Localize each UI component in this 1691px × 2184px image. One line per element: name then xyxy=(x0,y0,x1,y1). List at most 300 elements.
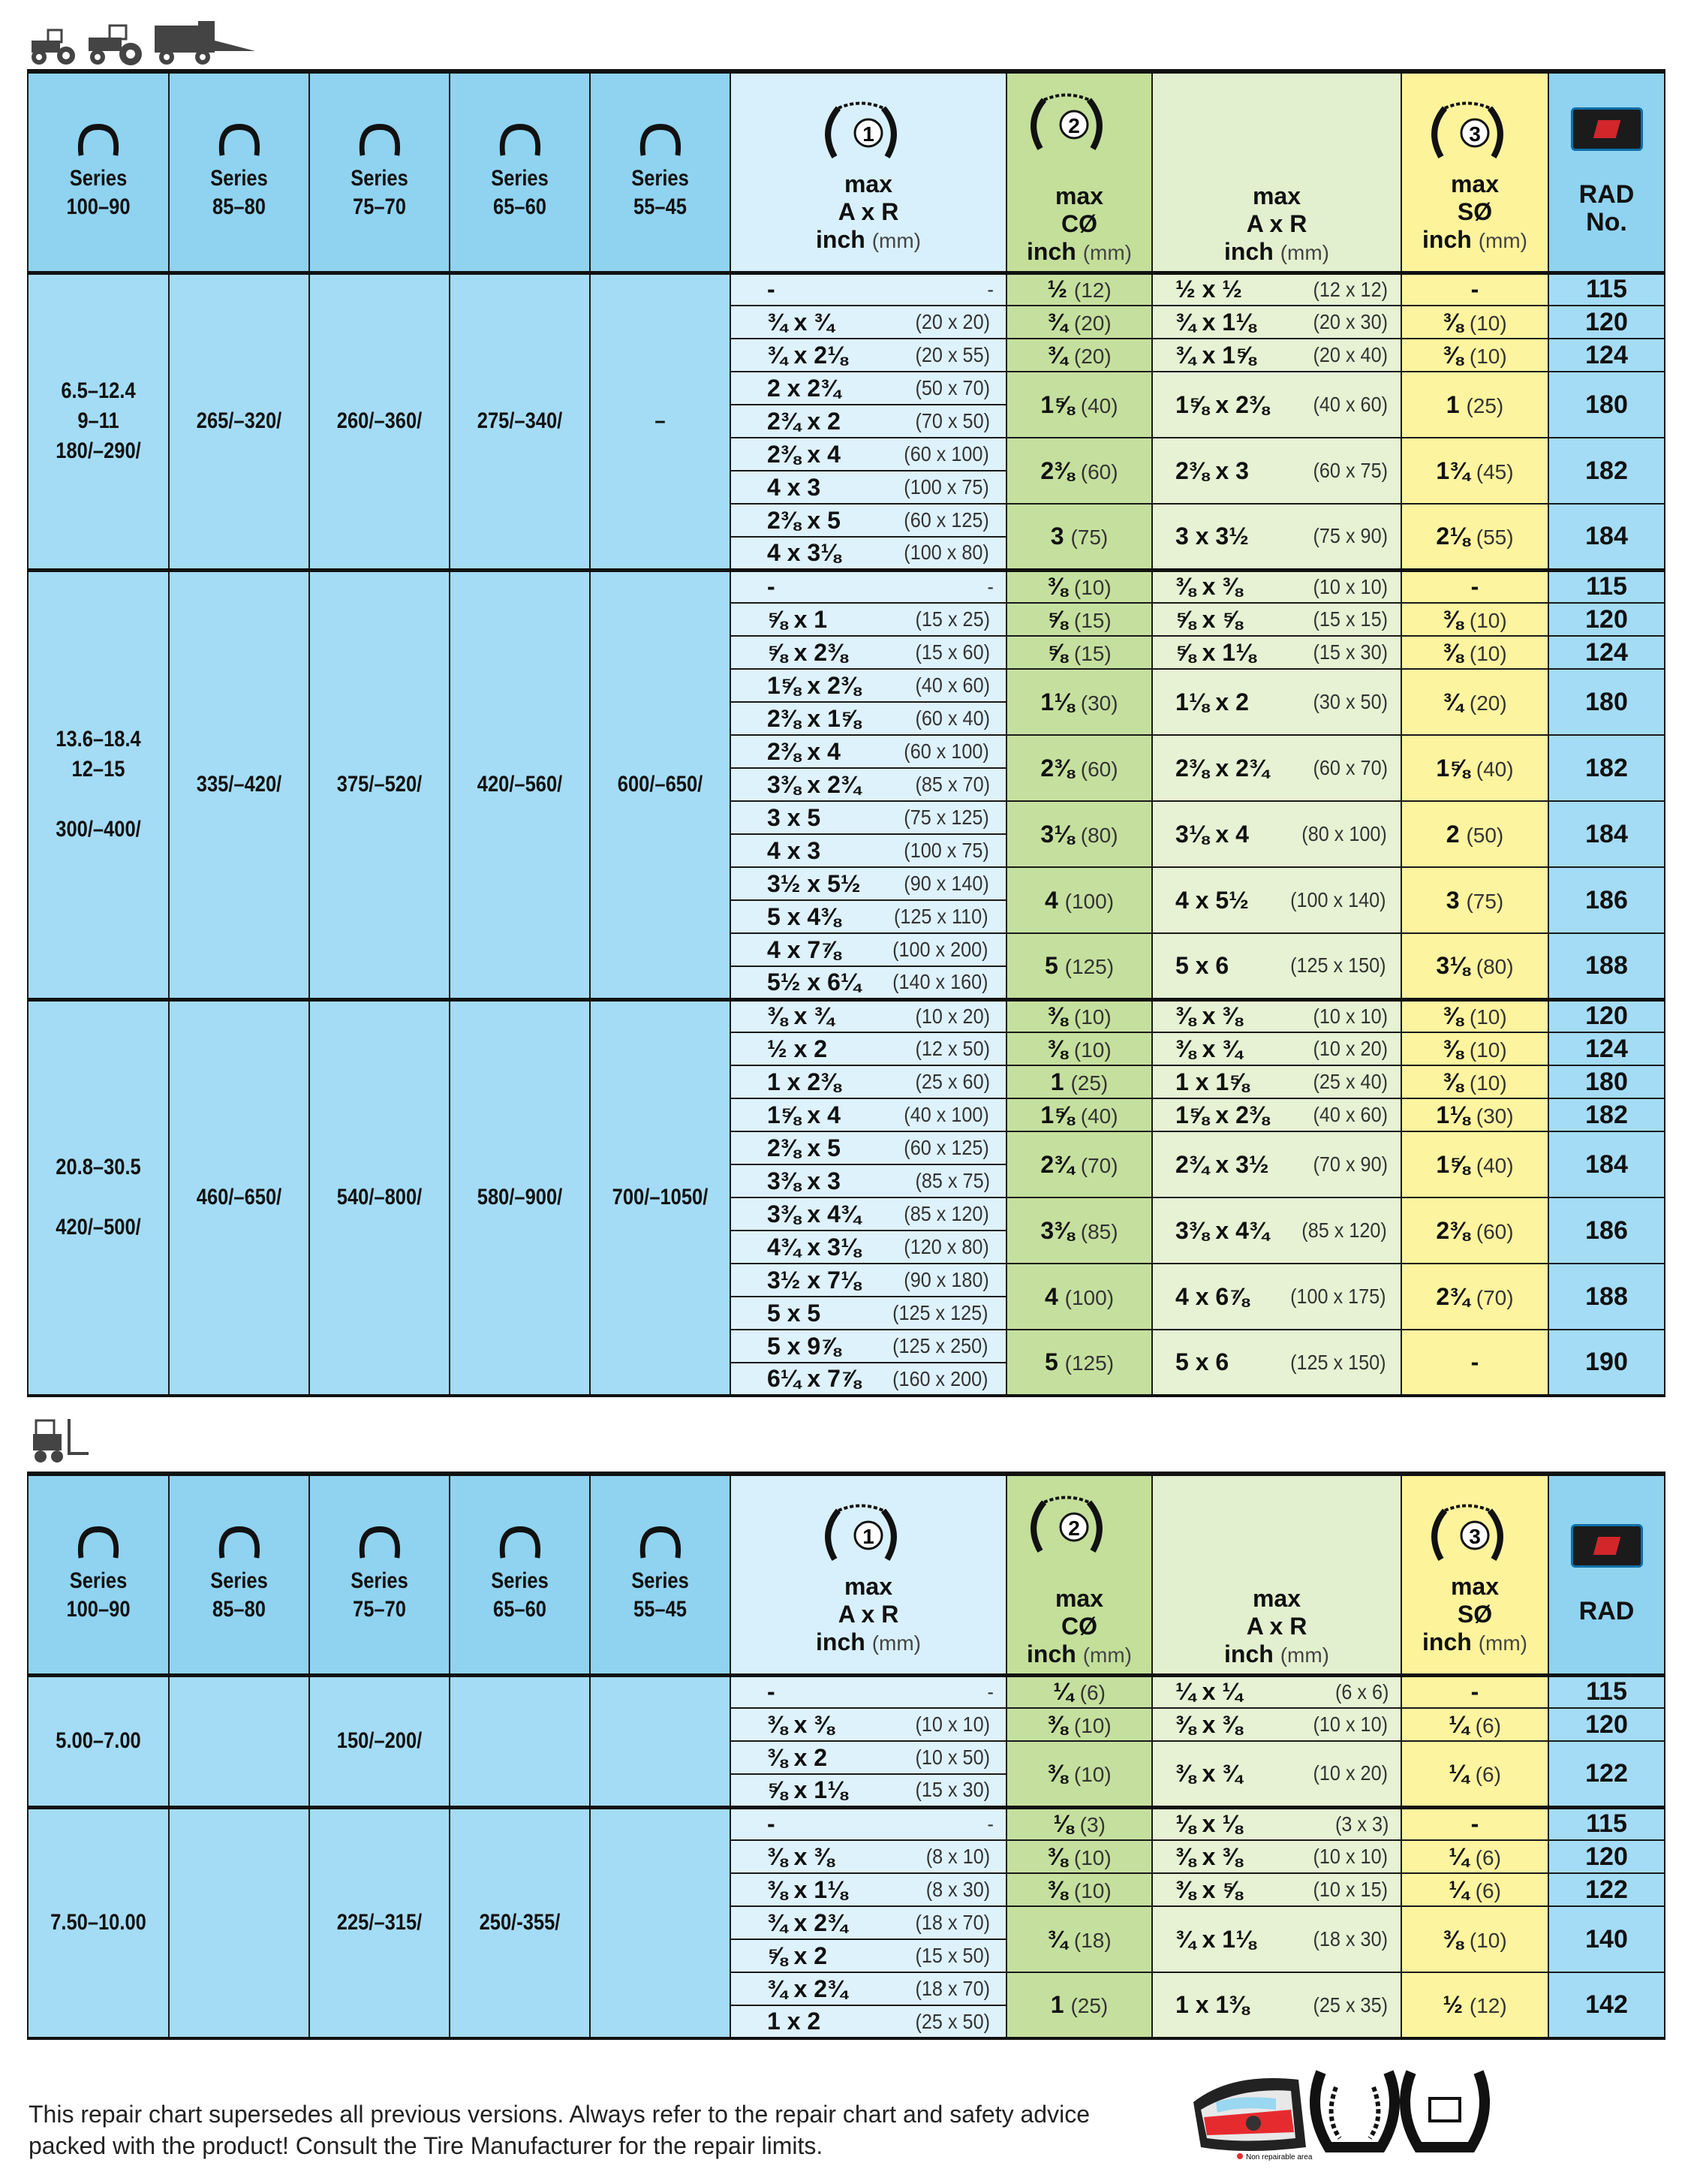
series-value: 460/–650/ xyxy=(196,1185,282,1210)
max-axr-value xyxy=(731,1843,1006,1871)
axr-mm: (10 x 20) xyxy=(915,1004,990,1028)
max-so-cell xyxy=(1401,570,1548,603)
max-axr-cell xyxy=(730,603,1006,636)
max-axr-cell xyxy=(730,1708,1006,1741)
max-co-value: 2¾ (70) xyxy=(1040,1150,1118,1178)
max-so-value: ¼ (6) xyxy=(1449,1759,1501,1787)
max-co-cell xyxy=(1006,339,1152,372)
rad-number-cell: 115 xyxy=(1548,570,1665,603)
max-axr-2-cell xyxy=(1152,306,1401,339)
axr-inch: 3½ x 5½ xyxy=(767,869,861,897)
max-axr-2-value: ⅜ x ¾ (10 x 20) xyxy=(1175,1035,1388,1062)
max-co-value: 1⅛ (30) xyxy=(1040,688,1118,715)
max-so-cell xyxy=(1401,669,1548,735)
max-co-value: 4 (100) xyxy=(1044,1282,1115,1310)
series-value: 700/–1050/ xyxy=(612,1185,709,1210)
max-axr-2-label: max A x R inch (mm) xyxy=(1224,182,1329,265)
max-axr-2-value: ⅛ x ⅛ (3 x 3) xyxy=(1175,1810,1389,1838)
max-axr-2-cell xyxy=(1152,1708,1401,1741)
series-header-label: Series 85–80 xyxy=(180,122,298,221)
axr-inch: 1 x 2 xyxy=(767,2008,821,2035)
series-cell xyxy=(590,1675,730,1807)
max-axr-value xyxy=(731,1134,1006,1162)
max-co-cell xyxy=(1006,273,1152,306)
max-so-value: - xyxy=(1470,276,1479,303)
series-header-label: Series 65–60 xyxy=(461,1525,579,1624)
svg-text:3: 3 xyxy=(1469,122,1481,146)
series-cell xyxy=(28,273,169,570)
axr-inch: ½ x 2 xyxy=(767,1035,828,1062)
max-co-value: ⅛ (3) xyxy=(1053,1810,1106,1838)
rad-number-cell: 188 xyxy=(1548,1264,1665,1330)
max-so-value: ¼ (6) xyxy=(1449,1875,1501,1903)
max-axr-2-cell xyxy=(1152,339,1401,372)
repair-chart-table-agriculture xyxy=(27,69,1665,1397)
axr-mm: (120 x 80) xyxy=(904,1235,989,1258)
max-axr-cell xyxy=(730,834,1006,867)
series-value: 375/–520/ xyxy=(336,772,423,797)
max-co-cell xyxy=(1006,1807,1152,1840)
axr-mm: (90 x 180) xyxy=(904,1268,989,1291)
svg-text:2: 2 xyxy=(1068,114,1080,137)
max-axr-2-cell xyxy=(1152,1131,1401,1197)
series-header-label: Series 55–45 xyxy=(601,122,719,221)
max-axr-cell xyxy=(730,471,1006,504)
max-axr-label: 1 max A x R inch (mm) xyxy=(731,89,1006,255)
axr-mm: (25 x 50) xyxy=(915,2009,990,2033)
series-header-label: Series 55–45 xyxy=(601,1525,719,1624)
max-axr-value xyxy=(731,1744,1006,1772)
max-axr-header xyxy=(730,1474,1006,1675)
max-axr-2-cell xyxy=(1152,372,1401,438)
table-header xyxy=(28,71,1665,273)
max-co-value: 4 (100) xyxy=(1044,886,1115,914)
max-co-cell xyxy=(1006,801,1152,867)
max-axr-value xyxy=(731,771,1006,799)
axr-mm: (60 x 125) xyxy=(904,508,989,532)
max-so-cell xyxy=(1401,1098,1548,1131)
series-cell xyxy=(309,1675,450,1807)
axr-inch: 5½ x 6¼ xyxy=(767,968,861,996)
axr-mm: (18 x 70) xyxy=(915,1977,990,2000)
axr-inch: 2⅜ x 5 xyxy=(767,1134,841,1161)
max-co-value: ⅜ (10) xyxy=(1047,1759,1112,1787)
max-axr-2-value: ¾ x 1⅛ (18 x 30) xyxy=(1175,1925,1388,1953)
series-cell xyxy=(169,570,309,999)
max-axr-cell xyxy=(730,2005,1006,2038)
max-so-value: 1⅛ (30) xyxy=(1436,1101,1514,1128)
max-axr-cell xyxy=(730,1065,1006,1098)
max-axr-cell xyxy=(730,801,1006,834)
rad-number-cell: 184 xyxy=(1548,504,1665,570)
max-so-cell xyxy=(1401,273,1548,306)
max-co-cell xyxy=(1006,735,1152,801)
max-axr-value xyxy=(731,738,1006,766)
max-co-value: 3⅜ (85) xyxy=(1040,1216,1118,1244)
max-axr-cell xyxy=(730,1032,1006,1065)
max-axr-cell xyxy=(730,570,1006,603)
series-header-1 xyxy=(169,1474,309,1675)
max-co-cell xyxy=(1006,1708,1152,1741)
axr-inch: ¾ x ¾ xyxy=(767,308,834,336)
tire-profile-icon xyxy=(638,1525,683,1562)
axr-mm: - xyxy=(987,277,994,301)
max-so-cell xyxy=(1401,603,1548,636)
max-co-label: max CØ inch (mm) xyxy=(1027,1584,1132,1667)
max-axr-value xyxy=(731,1234,1006,1261)
max-co-cell xyxy=(1006,1741,1152,1807)
max-axr-cell xyxy=(730,405,1006,438)
max-so-value: ½ (12) xyxy=(1443,1991,1507,2018)
axr-inch: ⅜ x 1⅛ xyxy=(767,1875,847,1903)
series-header-label: Series 100–90 xyxy=(39,1525,158,1624)
rad-number-cell: 180 xyxy=(1548,372,1665,438)
max-axr-2-value: 4 x 5½ (100 x 140) xyxy=(1175,886,1386,914)
axr-mm: (125 x 125) xyxy=(892,1301,988,1324)
max-so-value: ¼ (6) xyxy=(1449,1842,1501,1870)
max-axr-2-value: ¼ x ¼ (6 x 6) xyxy=(1175,1678,1389,1706)
max-axr-2-value: 3⅜ x 4¾ (85 x 120) xyxy=(1175,1216,1387,1244)
max-axr-value xyxy=(731,408,1006,435)
header-row xyxy=(28,71,1665,273)
series-header-4 xyxy=(590,71,730,273)
max-so-cell xyxy=(1401,1131,1548,1197)
axr-inch: 4 x 7⅞ xyxy=(767,935,841,963)
header-row xyxy=(28,1474,1665,1675)
series-value: 13.6–18.4 12–15 300/–400/ xyxy=(56,727,141,842)
max-axr-value xyxy=(731,837,1006,865)
max-so-value: - xyxy=(1470,1810,1479,1838)
max-co-value: 2⅜ (60) xyxy=(1040,754,1118,782)
max-axr-2-cell xyxy=(1152,438,1401,504)
max-co-cell xyxy=(1006,603,1152,636)
vehicle-icons-top xyxy=(29,21,258,66)
series-header-3 xyxy=(450,1474,590,1675)
axr-mm: (8 x 30) xyxy=(925,1878,991,1901)
axr-inch: 5 x 4⅜ xyxy=(767,902,841,930)
axr-mm: (15 x 60) xyxy=(915,640,990,664)
axr-inch: 2¾ x 2 xyxy=(767,407,841,435)
series-cell xyxy=(590,1807,730,2038)
max-axr-value xyxy=(731,1711,1006,1739)
axr-mm: (10 x 50) xyxy=(915,1746,990,1769)
max-axr-2-value: 3 x 3½ (75 x 90) xyxy=(1175,522,1388,550)
tire-profile-icon xyxy=(217,1525,262,1562)
series-value: 275/–340/ xyxy=(477,408,563,433)
series-cell xyxy=(309,273,450,570)
series-header-4 xyxy=(590,1474,730,1675)
max-co-value: ⅜ (10) xyxy=(1047,1842,1112,1870)
max-so-value: ¼ (6) xyxy=(1449,1710,1501,1738)
max-axr-2-cell xyxy=(1152,1065,1401,1098)
rad-number-cell: 184 xyxy=(1548,1131,1665,1197)
max-co-cell xyxy=(1006,1264,1152,1330)
max-axr-2-cell xyxy=(1152,1906,1401,1972)
axr-inch: ¾ x 2⅛ xyxy=(767,341,847,369)
series-cell xyxy=(169,1675,309,1807)
max-so-cell xyxy=(1401,801,1548,867)
series-value: 5.00–7.00 xyxy=(56,1728,141,1753)
axr-inch: 3⅜ x 4¾ xyxy=(767,1200,861,1228)
rad-number-cell: 115 xyxy=(1548,1807,1665,1840)
series-cell xyxy=(450,999,590,1396)
max-axr-2-label: max A x R inch (mm) xyxy=(1224,1584,1329,1667)
max-co-value: ⅜ (10) xyxy=(1047,1035,1112,1062)
series-cell xyxy=(450,570,590,999)
max-so-cell xyxy=(1401,339,1548,372)
axr-mm: (20 x 20) xyxy=(915,310,990,333)
forklift-icon xyxy=(29,1417,92,1464)
axr-inch: 4 x 3 xyxy=(767,473,821,501)
series-cell xyxy=(450,1807,590,2038)
max-so-header xyxy=(1401,71,1548,273)
axr-mm: (85 x 120) xyxy=(904,1202,989,1225)
max-axr-cell xyxy=(730,1197,1006,1231)
series-value: 335/–420/ xyxy=(196,772,282,797)
table-body xyxy=(28,273,1665,1396)
axr-inch: ⅝ x 2 xyxy=(767,1942,828,1969)
axr-mm: (50 x 70) xyxy=(915,376,990,399)
max-so-label: 3 max SØ inch (mm) xyxy=(1402,89,1548,255)
max-axr-2-value: ⅜ x ⅜ (10 x 10) xyxy=(1175,1842,1388,1870)
series-value: 260/–360/ xyxy=(336,408,423,433)
max-axr-cell xyxy=(730,372,1006,405)
axr-mm: (60 x 125) xyxy=(904,1136,989,1159)
max-co-value: ¼ (6) xyxy=(1053,1678,1106,1706)
tire-damage-diagram-icon xyxy=(812,97,925,164)
max-so-value: ⅜ (10) xyxy=(1443,1035,1507,1062)
axr-inch: 3 x 5 xyxy=(767,803,821,831)
axr-mm: (85 x 70) xyxy=(915,773,990,796)
max-axr-value xyxy=(731,903,1006,931)
series-header-2 xyxy=(309,71,450,273)
max-axr-cell xyxy=(730,702,1006,735)
axr-mm: (60 x 100) xyxy=(904,740,989,763)
max-axr-value xyxy=(731,1200,1006,1228)
max-axr-value xyxy=(731,276,1006,303)
max-co-cell xyxy=(1006,1065,1152,1098)
rad-number-cell: 115 xyxy=(1548,273,1665,306)
max-so-cell xyxy=(1401,1330,1548,1396)
max-axr-cell xyxy=(730,966,1006,999)
max-axr-2-cell xyxy=(1152,570,1401,603)
max-co-cell xyxy=(1006,867,1152,933)
axr-mm: (25 x 60) xyxy=(915,1070,990,1093)
max-so-cell xyxy=(1401,1264,1548,1330)
max-axr-2-value: ⅜ x ⅜ (10 x 10) xyxy=(1175,573,1388,601)
max-axr-cell xyxy=(730,504,1006,537)
max-axr-cell xyxy=(730,339,1006,372)
max-so-cell xyxy=(1401,372,1548,438)
baler-icon xyxy=(153,21,258,66)
max-axr-2-cell xyxy=(1152,1873,1401,1906)
series-cell xyxy=(590,999,730,1396)
max-co-value: ¾ (18) xyxy=(1047,1925,1112,1953)
max-axr-value xyxy=(731,705,1006,733)
max-so-cell xyxy=(1401,867,1548,933)
tire-illustrations xyxy=(1186,2057,1501,2173)
max-co-cell xyxy=(1006,438,1152,504)
max-axr-2-value: 1⅛ x 2 (30 x 50) xyxy=(1175,688,1388,715)
max-co-cell xyxy=(1006,1330,1152,1396)
rad-number-cell: 186 xyxy=(1548,1197,1665,1264)
rad-number-cell: 180 xyxy=(1548,669,1665,735)
rad-number-cell: 120 xyxy=(1548,1840,1665,1873)
axr-inch: ⅝ x 1⅛ xyxy=(767,1776,847,1803)
axr-mm: (12 x 50) xyxy=(915,1037,990,1060)
axr-mm: (90 x 140) xyxy=(904,872,989,895)
svg-text:1: 1 xyxy=(862,122,874,146)
rad-number-cell: 115 xyxy=(1548,1675,1665,1708)
max-so-value: 2⅛ (55) xyxy=(1436,522,1514,550)
max-co-cell xyxy=(1006,999,1152,1032)
max-so-value: - xyxy=(1470,1348,1479,1375)
max-co-value: ⅝ (15) xyxy=(1047,638,1112,666)
series-header-2 xyxy=(309,1474,450,1675)
max-axr-2-value: 5 x 6 (125 x 150) xyxy=(1175,951,1386,979)
max-axr-2-value: ½ x ½ (12 x 12) xyxy=(1175,276,1388,303)
table-row xyxy=(28,1675,1665,1708)
max-axr-2-cell xyxy=(1152,504,1401,570)
max-axr-cell xyxy=(730,306,1006,339)
series-value: 250/-355/ xyxy=(479,1910,561,1935)
max-co-cell xyxy=(1006,504,1152,570)
max-so-value: - xyxy=(1470,573,1479,601)
max-axr-value xyxy=(731,1776,1006,1804)
max-co-cell xyxy=(1006,372,1152,438)
axr-inch: 4¾ x 3⅛ xyxy=(767,1233,861,1261)
brand-logo xyxy=(1571,1524,1643,1568)
rad-number-cell: 120 xyxy=(1548,306,1665,339)
axr-mm: (15 x 50) xyxy=(915,1944,990,1967)
max-axr-cell xyxy=(730,1363,1006,1396)
max-axr-2-value: ⅜ x ⅜ (10 x 10) xyxy=(1175,1002,1388,1030)
max-co-cell xyxy=(1006,1098,1152,1131)
max-co-value: 1 (25) xyxy=(1050,1068,1109,1095)
max-axr-2-cell xyxy=(1152,1741,1401,1807)
axr-inch: ⅜ x ¾ xyxy=(767,1002,834,1030)
axr-mm: (10 x 10) xyxy=(915,1713,990,1736)
axr-inch: ¾ x 2¾ xyxy=(767,1908,847,1936)
max-axr-value xyxy=(731,2008,1006,2035)
max-co-value: 5 (125) xyxy=(1044,951,1115,979)
max-axr-value xyxy=(731,1876,1006,1904)
series-value: 20.8–30.5 420/–500/ xyxy=(56,1155,141,1240)
max-co-value: 5 (125) xyxy=(1044,1348,1115,1375)
axr-mm: (160 x 200) xyxy=(892,1366,988,1390)
axr-mm: (140 x 160) xyxy=(892,970,988,994)
max-axr-value xyxy=(731,1942,1006,1970)
max-so-value: 1 (25) xyxy=(1446,390,1504,418)
max-axr-value xyxy=(731,573,1006,601)
max-axr-value xyxy=(731,507,1006,535)
max-so-cell xyxy=(1401,1807,1548,1840)
axr-mm: (15 x 30) xyxy=(915,1778,990,1802)
max-axr-value xyxy=(731,1035,1006,1063)
max-so-value: ⅜ (10) xyxy=(1443,1002,1507,1030)
max-axr-cell xyxy=(730,1741,1006,1774)
max-axr-2-cell xyxy=(1152,669,1401,735)
max-co-value: ⅜ (10) xyxy=(1047,1710,1112,1738)
max-co-cell xyxy=(1006,636,1152,669)
series-cell xyxy=(309,999,450,1396)
table-row xyxy=(28,999,1665,1032)
svg-text:3: 3 xyxy=(1469,1525,1481,1549)
max-so-value: 1⅝ (40) xyxy=(1436,1150,1514,1178)
series-header-label: Series 75–70 xyxy=(320,122,438,221)
max-axr-cell xyxy=(730,1330,1006,1363)
max-axr-2-cell xyxy=(1152,1840,1401,1873)
max-axr-2-value: ⅝ x ⅝ (15 x 15) xyxy=(1175,605,1388,633)
rad-number-cell: 124 xyxy=(1548,1032,1665,1065)
tire-damage-diagram-icon xyxy=(1018,89,1130,156)
max-so-cell xyxy=(1401,1873,1548,1906)
max-axr-2-cell xyxy=(1152,1098,1401,1131)
series-cell xyxy=(169,999,309,1396)
series-value: 580/–900/ xyxy=(477,1185,563,1210)
axr-inch: 2⅜ x 4 xyxy=(767,440,841,468)
series-value: 420/–560/ xyxy=(477,772,563,797)
max-axr-cell xyxy=(730,1231,1006,1264)
tire-damage-diagram-icon xyxy=(1419,1499,1531,1567)
max-axr-cell xyxy=(730,1774,1006,1807)
max-axr-value xyxy=(731,804,1006,832)
rad-number-cell: 120 xyxy=(1548,1708,1665,1741)
rad-header-label: RAD xyxy=(1578,1596,1635,1625)
max-co-cell xyxy=(1006,306,1152,339)
max-axr-2-cell xyxy=(1152,603,1401,636)
max-axr-value xyxy=(731,936,1006,964)
max-axr-value xyxy=(731,1267,1006,1294)
max-axr-2-value: 1 x 1⅝ (25 x 40) xyxy=(1175,1068,1388,1095)
max-axr-2-cell xyxy=(1152,1330,1401,1396)
rad-number-cell: 140 xyxy=(1548,1906,1665,1972)
max-axr-cell xyxy=(730,636,1006,669)
max-axr-value xyxy=(731,309,1006,336)
series-value: 540/–800/ xyxy=(336,1185,423,1210)
axr-inch: 1 x 2⅜ xyxy=(767,1068,841,1095)
max-so-cell xyxy=(1401,1675,1548,1708)
max-axr-cell xyxy=(730,537,1006,570)
rad-number-cell: 142 xyxy=(1548,1972,1665,2038)
max-axr-value xyxy=(731,474,1006,502)
max-co-value: ⅜ (10) xyxy=(1047,1002,1112,1030)
axr-inch: 3⅜ x 3 xyxy=(767,1167,841,1194)
series-cell xyxy=(28,1807,169,2038)
axr-inch: - xyxy=(767,1810,775,1838)
max-so-cell xyxy=(1401,1065,1548,1098)
max-co-cell xyxy=(1006,1840,1152,1873)
max-so-cell xyxy=(1401,438,1548,504)
max-so-cell xyxy=(1401,1840,1548,1873)
axr-inch: 5 x 5 xyxy=(767,1299,821,1327)
axr-inch: ⅜ x 2 xyxy=(767,1743,828,1771)
max-axr-cell xyxy=(730,1939,1006,1972)
max-axr-2-cell xyxy=(1152,1675,1401,1708)
max-co-value: 1⅝ (40) xyxy=(1040,390,1118,418)
max-axr-cell xyxy=(730,900,1006,933)
max-axr-value xyxy=(731,375,1006,402)
axr-mm: (85 x 75) xyxy=(915,1169,990,1192)
series-cell xyxy=(28,570,169,999)
tractor-icon xyxy=(87,24,147,66)
table-row xyxy=(28,570,1665,603)
max-axr-cell xyxy=(730,438,1006,471)
axr-inch: ⅝ x 1 xyxy=(767,605,828,633)
max-co-value: 2⅜ (60) xyxy=(1040,456,1118,484)
max-axr-cell xyxy=(730,1131,1006,1164)
max-so-value: ⅜ (10) xyxy=(1443,638,1507,666)
